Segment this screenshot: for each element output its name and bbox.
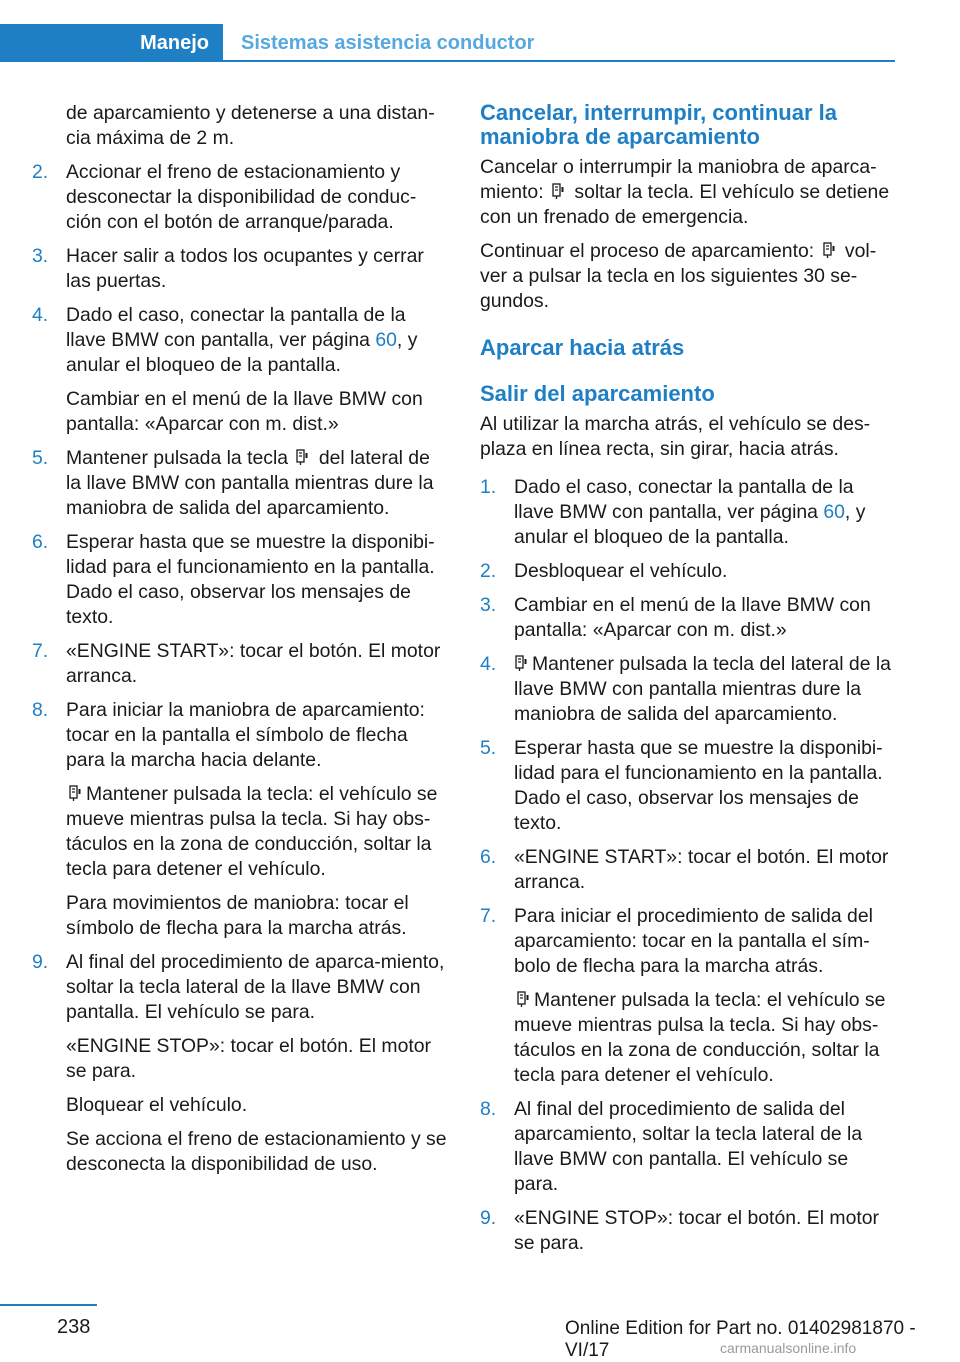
step-text: Mantener pulsada la tecla del lateral de la llave BMW con pantalla mientras dure la maniobra de salida del aparcamiento. [514,653,891,725]
right-column [480,101,895,1265]
step-detail: Bloquear el vehículo. [66,1094,248,1116]
step-number: 6. [480,846,497,868]
step-text: Esperar hasta que se muestre la disponibi‐lidad para el funcionamiento en la pantalla. Dado el caso, observar los mensajes de texto. [66,531,435,628]
step-number: 4. [32,304,49,326]
step-text: Hacer salir a todos los ocupantes y cerrar las puertas. [66,245,424,292]
paragraph: Continuar el proceso de aparcamiento: vol‐ver a pulsar la tecla en los siguientes 30 se‐gundos. [480,240,877,312]
step-text: Dado el caso, conectar la pantalla de la llave BMW con pantalla, ver página [66,304,406,351]
step-text: , y anular el bloqueo de la pantalla. [514,501,866,548]
section-tab: Manejo [0,24,223,62]
step-detail: Para movimientos de maniobra: tocar el símbolo de flecha para la marcha atrás. [66,892,409,939]
step-number: 2. [480,560,497,582]
subsection-heading: Salir del aparcamiento [480,381,715,406]
step-number: 9. [480,1207,497,1229]
step-text: del lateral de la llave BMW con pantalla mientras dure la maniobra de salida del aparcamiento. [66,447,434,519]
list-item [480,845,895,895]
step-detail: Cambiar en el menú de la llave BMW con pantalla: «Aparcar con m. dist.» [66,388,423,435]
list-item [32,160,450,235]
step-text: Cambiar en el menú de la llave BMW con pantalla: «Aparcar con m. dist.» [514,594,871,641]
page-link[interactable]: 60 [823,501,845,523]
step-text: «ENGINE START»: tocar el botón. El motor arranca. [514,846,889,893]
list-item [480,904,895,979]
step-text: Para iniciar la maniobra de aparcamiento: tocar en la pantalla el símbolo de flecha para la marcha hacia delante. [66,699,425,771]
step-number: 6. [32,531,49,553]
list-item [480,559,895,584]
left-column [32,101,450,1186]
key-button-icon [822,242,836,259]
key-button-icon [516,991,530,1008]
list-item [32,698,450,773]
key-button-icon [514,655,528,672]
list-item [480,1097,895,1197]
list-item [32,446,450,521]
step-text: Al final del procedimiento de salida del aparcamiento, soltar la tecla lateral de la llave BMW con pantalla. El vehículo se para. [514,1098,863,1195]
step-number: 4. [480,653,497,675]
step-text: Accionar el freno de estacionamiento y desconectar la disponibilidad de conduc‐ción con el botón de arranque/parada. [66,161,417,233]
watermark: carmanualsonline.info [720,1340,857,1356]
step-number: 8. [480,1098,497,1120]
step-number: 3. [480,594,497,616]
list-item [480,475,895,550]
step-detail: Se acciona el freno de estacionamiento y se desconecta la disponibilidad de uso. [66,1128,447,1175]
step-number: 5. [32,447,49,469]
list-item [480,736,895,836]
list-item [32,639,450,689]
step-number: 3. [32,245,49,267]
step-number: 5. [480,737,497,759]
step-number: 8. [32,699,49,721]
step-number: 7. [32,640,49,662]
step-text: Mantener pulsada la tecla [66,447,294,469]
section-heading: Cancelar, interrumpir, continuar la maniobra de aparcamiento [480,100,837,149]
list-item [32,530,450,630]
step-number: 1. [480,476,497,498]
footer-rule [0,1304,97,1306]
list-item [32,244,450,294]
page-link[interactable]: 60 [375,329,397,351]
list-item [32,303,450,378]
step-text: Para iniciar el procedimiento de salida del aparcamiento: tocar en la pantalla el sím‐bolo de flecha para la marcha atrás. [514,905,873,977]
step-number: 7. [480,905,497,927]
paragraph: Al utilizar la marcha atrás, el vehículo se des‐plaza en línea recta, sin girar, hacia atrás. [480,413,871,460]
step-text: Desbloquear el vehículo. [514,560,728,582]
page-number: 238 [57,1316,91,1338]
step-text: Al final del procedimiento de aparca‐miento, soltar la tecla lateral de la llave BMW con pantalla. El vehículo se para. [66,951,445,1023]
step-detail: Mantener pulsada la tecla: el vehículo se mueve mientras pulsa la tecla. Si hay obs‐táculos en la zona de conducción, soltar la tecla para detener el vehículo. [66,783,438,880]
step-text: , y anular el bloqueo de la pantalla. [66,329,418,376]
key-button-icon [551,183,565,200]
list-item [32,950,450,1025]
list-item [480,593,895,643]
chapter-tab: Sistemas asistencia conductor [241,31,535,54]
list-item [480,1206,895,1256]
header-rule [0,60,895,62]
paragraph: Cancelar o interrumpir la maniobra de aparca‐miento: soltar la tecla. El vehículo se detiene con un frenado de emergencia. [480,156,890,228]
page-header [0,0,895,62]
step-detail: Mantener pulsada la tecla: el vehículo se mueve mientras pulsa la tecla. Si hay obs‐táculos en la zona de conducción, soltar la tecla para detener el vehículo. [514,989,886,1086]
step-text: Esperar hasta que se muestre la disponibi‐lidad para el funcionamiento en la pantalla. Dado el caso, observar los mensajes de texto. [514,737,883,834]
step-number: 9. [32,951,49,973]
step-text: Dado el caso, conectar la pantalla de la llave BMW con pantalla, ver página [514,476,854,523]
step-detail: «ENGINE STOP»: tocar el botón. El motor se para. [66,1035,431,1082]
step-text: «ENGINE START»: tocar el botón. El motor arranca. [66,640,441,687]
continuation-text: de aparcamiento y detenerse a una distan‐cia máxima de 2 m. [66,102,435,149]
step-number: 2. [32,161,49,183]
key-button-icon [68,785,82,802]
step-text: «ENGINE STOP»: tocar el botón. El motor se para. [514,1207,879,1254]
key-button-icon [295,449,309,466]
edition-note: Online Edition for Part no. 01402981870 - VI/17 [565,1318,916,1361]
section-heading: Aparcar hacia atrás [480,335,685,360]
list-item [480,652,895,727]
